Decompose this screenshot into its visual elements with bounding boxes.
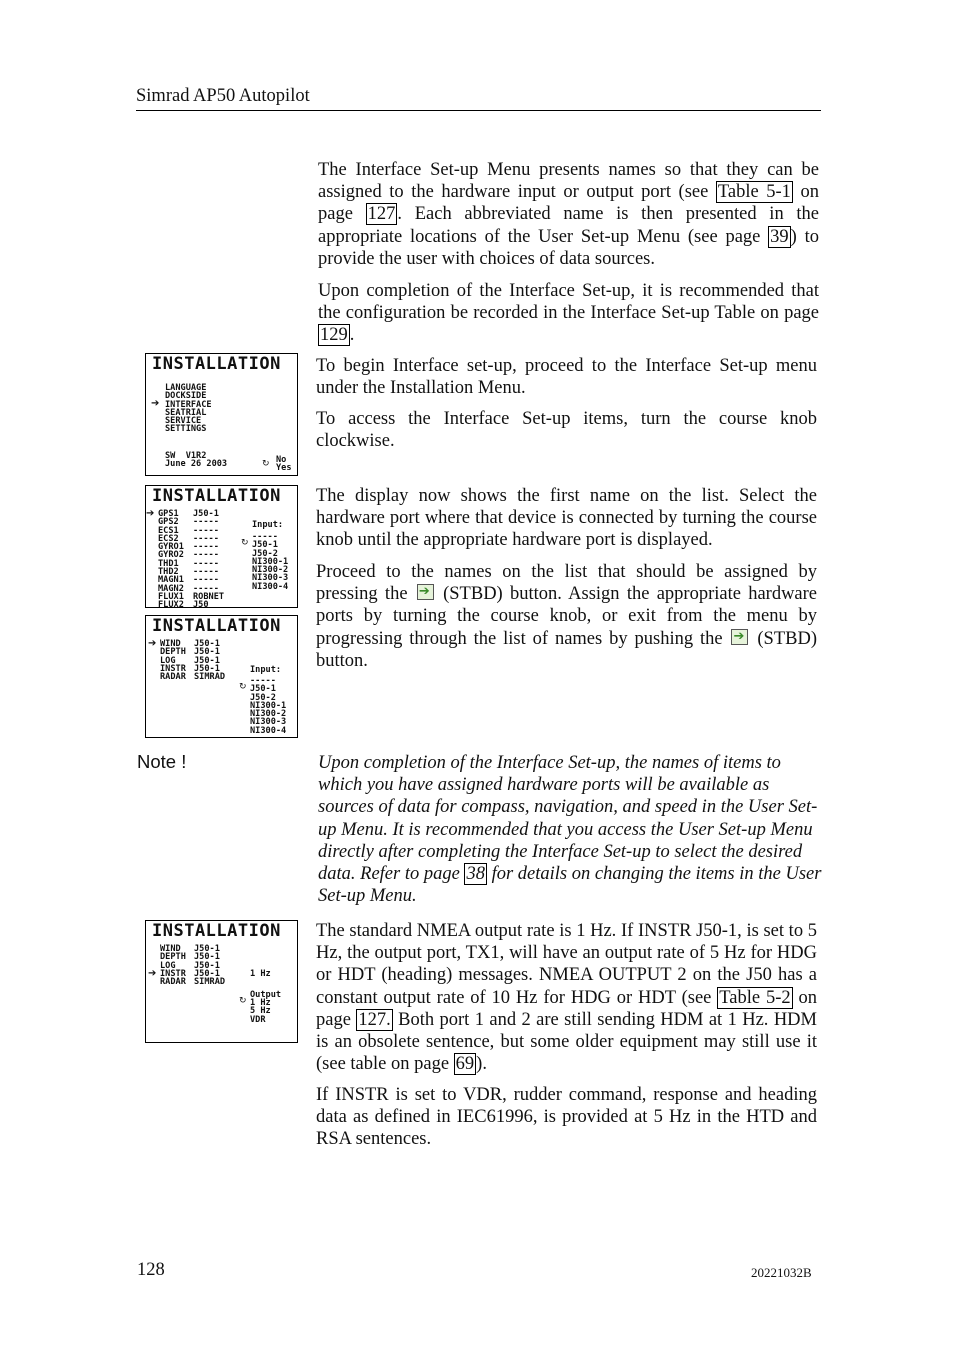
source-ports: J50-1 ----- ----- ----- ----- ----- ----- ----- ----- ----- ROBNET J50 [193,509,225,611]
rotate-knob-icon: ↻ [239,682,247,692]
input-label: Input: [252,520,284,530]
port-options: ----- J50-1 J50-2 NI300-1 NI300-2 NI300-3 NI300-4 [250,676,287,736]
selection-arrow-icon: ➔ [146,508,155,519]
page-number: 128 [137,1260,165,1280]
source-names: WIND DEPTH LOG INSTR RADAR [160,944,186,988]
begin-setup-paragraph: To begin Interface set-up, proceed to the Interface Set-up menu under the Installation Menu. [316,356,817,399]
table-reference-link[interactable]: Table 5-2 [719,987,791,1008]
source-ports: J50-1 J50-1 J50-1 J50-1 SIMRAD [194,944,226,988]
text: Proceed to the names on the list that should be assigned by pressing the [316,562,817,605]
screen-title: INSTALLATION [152,354,281,374]
page-reference-link[interactable]: 38 [466,864,485,885]
table-reference-link[interactable]: Table 5-1 [717,182,791,203]
page-reference-link[interactable]: 127 [367,204,396,225]
rotate-knob-icon: ↻ [241,538,249,548]
selection-arrow-icon: ➔ [148,638,157,649]
page-reference-link[interactable]: 129 [320,325,348,346]
text: Upon completion of the Interface Set-up, the names of items to which you have assigned hardware ports will be available as sources of data for compass, navigation, and speed in the User Set-up Menu. It is recommended that you access the User Set-up Menu directly after completing the Interface Set-up to select the desired data. Refer to page [318,753,818,885]
text: ) to provide the user with choices of data sources. [318,226,819,269]
recommendation-paragraph [318,280,819,347]
menu-list: LANGUAGE DOCKSIDE INTERFACE SEATRIAL SERVICE SETTINGS [165,383,212,435]
note-paragraph [318,752,823,907]
text: for details on changing the items in the User Set-up Menu. [318,864,822,907]
text: . Each abbreviated name is then presented in the appropriate locations of the User Set-up Menu (see page [318,204,819,247]
current-rate: 1 Hz [250,969,271,979]
text: The Interface Set-up Menu presents names so that they can be assigned to the hardware input or output port (see [318,160,819,203]
access-items-paragraph: To access the Interface Set-up items, turn the course knob clockwise. [316,409,817,452]
text: (STBD) button. Assign the appropriate hardware ports by turning the course knob, or exit from the menu by progressing through the list of names by pushing the [316,584,818,649]
installation-screen-instruments [145,615,298,738]
source-names: GPS1 GPS2 ECS1 ECS2 GYRO1 GYRO2 THD1 THD2 MAGN1 MAGN2 FLUX1 FLUX2 [158,509,184,611]
port-options: ----- J50-1 J50-2 NI300-1 NI300-2 NI300-3 NI300-4 [252,532,289,592]
text: The standard NMEA output rate is 1 Hz. If INSTR J50-1, is set to 5 Hz, the output port, TX1, will have an output rate of 5 Hz for HDG or HDT (heading) messages. NMEA OUTPUT 2 on the J50 has a constant output rate of 10 Hz for HDG or HDT (see [316,921,817,1008]
proceed-paragraph [316,561,817,672]
output-label: Output [250,990,282,1000]
input-label: Input: [250,665,282,675]
selection-arrow-icon: ➔ [151,398,160,409]
rotate-knob-icon: ↻ [239,996,247,1006]
no-option: No [276,455,287,465]
text: Upon completion of the Interface Set-up, it is recommended that the configuration be recorded in the Interface Set-up Table on page [318,281,819,324]
vdr-paragraph: If INSTR is set to VDR, rudder command, response and heading data as defined in IEC61996, is provided at 5 Hz in the HTD and RSA sentences. [316,1085,817,1150]
text: (STBD) button. [316,628,817,671]
installation-screen-interface [145,485,298,611]
text: . [349,325,355,346]
text: Both port 1 and 2 are still sending HDM at 1 Hz. HDM is an obsolete sentence, but some older equipment may still use it (see table on page [316,1009,817,1075]
screen-title: INSTALLATION [152,616,281,636]
source-ports: J50-1 J50-1 J50-1 J50-1 SIMRAD [194,639,226,683]
source-names: WIND DEPTH LOG INSTR RADAR [160,639,186,683]
page-reference-link[interactable]: 69 [455,1054,475,1075]
running-header: Simrad AP50 Autopilot [136,86,310,106]
text: on page [316,987,818,1030]
intro-paragraph [318,159,819,270]
stbd-button-icon [417,584,434,600]
page-reference-link[interactable]: 127. [358,1009,391,1030]
text: ). [476,1054,487,1075]
screen-title: INSTALLATION [152,921,281,941]
selection-arrow-icon: ➔ [148,968,157,979]
installation-screen-menu [145,353,298,476]
document-number: 20221032B [751,1265,812,1280]
header-rule [136,110,821,111]
text: on page [318,182,819,225]
screen-title: INSTALLATION [152,486,281,506]
installation-screen-output-rate [145,920,298,1043]
rotate-knob-icon: ↻ [262,459,270,469]
stbd-button-icon [731,629,748,645]
nmea-rate-paragraph [316,920,817,1075]
note-label: Note ! [137,751,187,772]
display-paragraph: The display now shows the first name on the list. Select the hardware port where that device is connected by turning the course knob until the appropriate hardware port is displayed. [316,486,817,551]
rate-options: 1 Hz 5 Hz VDR [250,998,271,1025]
page-reference-link[interactable]: 39 [770,226,789,247]
software-version: SW V1R2 June 26 2003 [165,451,228,470]
yes-option: Yes [276,463,292,473]
